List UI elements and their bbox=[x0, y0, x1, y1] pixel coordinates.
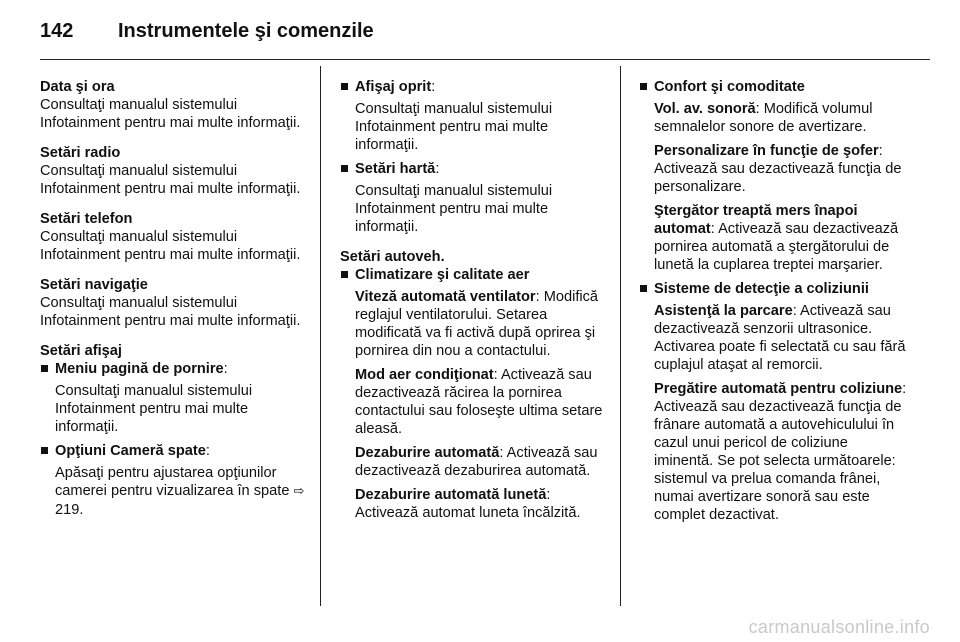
section-navigation-settings bbox=[40, 276, 310, 330]
sub-body: Modifică reglajul ventilatorului. Setarea modificată va fi activă după oprirea şi pornirea din nou a contactului. bbox=[355, 289, 599, 359]
column-divider-2 bbox=[620, 66, 621, 606]
bullet-body: Consultaţi manualul sistemului Infotainment pentru mai multe informaţii. bbox=[355, 101, 553, 153]
section-radio-settings bbox=[40, 144, 310, 198]
sub-paragraph: Pregătire automată pentru coliziune: Activează sau dezactivează funcţia de frânare automată a autovehiculului în cazul unui pericol de coliziune iminentă. Se pot selecta următoarele: sistemul va prelua comanda frânei, numai avertizare sonoră sau este complet dezactivat. bbox=[654, 381, 907, 523]
sub-title: Viteză automată ventilator bbox=[355, 289, 536, 305]
page-number: 142 bbox=[40, 20, 74, 42]
bullet-item: Meniu pagină de pornire: Consultaţi manualul sistemului Infotainment pentru mai multe informaţii. bbox=[40, 360, 310, 436]
bullet-square-icon bbox=[341, 271, 348, 278]
bullet-item bbox=[340, 266, 605, 522]
page-header bbox=[40, 14, 930, 50]
sub-paragraph: Personalizare în funcţie de şofer: Activează sau dezactivează funcţia de personalizare. bbox=[654, 143, 902, 195]
bullet-square-icon bbox=[341, 165, 348, 172]
bullet-square-icon bbox=[41, 447, 48, 454]
bullet-body: Consultaţi manualul sistemului Infotainment pentru mai multe informaţii. bbox=[55, 383, 253, 435]
sub-body: Activează sau dezactivează senzorii ultrasonice. Activarea poate fi selectată cu sau fără cuplajul ataşat al remorcii. bbox=[654, 303, 906, 373]
section-body: Consultaţi manualul sistemului Infotainment pentru mai multe informaţii. bbox=[40, 229, 301, 263]
section-title: Setări autoveh. bbox=[340, 249, 445, 265]
section-title: Data şi ora bbox=[40, 79, 115, 95]
sub-paragraph: Mod aer condiţionat: Activează sau dezactivează răcirea la pornirea contactului sau foloseşte ultima setare aleasă. bbox=[355, 367, 603, 437]
section-title: Setări telefon bbox=[40, 211, 133, 227]
bullet-body bbox=[55, 464, 310, 519]
sub-body: Activează sau dezactivează pornirea automată a ştergătorului de lunetă la cuplarea treptei marşarier. bbox=[654, 221, 899, 273]
bullet-title: Confort şi comoditate bbox=[654, 79, 805, 95]
sub-body: Activează sau dezactivează răcirea la pornirea contactului sau foloseşte ultima setare aleasă. bbox=[355, 367, 603, 437]
bullet-item: Setări hartă: Consultaţi manualul sistemului Infotainment pentru mai multe informaţii. bbox=[340, 160, 605, 236]
bullet-square-icon bbox=[640, 285, 647, 292]
sub-paragraph: Ştergător treaptă mers înapoi automat: Activează sau dezactivează pornirea automată a ştergătorului de lunetă la cuplarea treptei marşarier. bbox=[654, 203, 899, 273]
sub-body: Activează sau dezactivează funcţia de personalizare. bbox=[654, 161, 902, 195]
section-display-settings bbox=[40, 342, 310, 519]
bullet-title: Opţiuni Cameră spate bbox=[55, 443, 206, 459]
bullet-square-icon bbox=[341, 83, 348, 90]
section-body: Consultaţi manualul sistemului Infotainment pentru mai multe informaţii. bbox=[40, 295, 301, 329]
header-divider bbox=[40, 59, 930, 60]
section-body: Consultaţi manualul sistemului Infotainment pentru mai multe informaţii. bbox=[40, 163, 301, 197]
sub-paragraph: Viteză automată ventilator: Modifică reglajul ventilatorului. Setarea modificată va fi activă după oprirea şi pornirea din nou a contactului. bbox=[355, 289, 599, 359]
bullet-title: Sisteme de detecţie a coliziunii bbox=[654, 281, 869, 297]
sub-paragraph: Dezaburire automată lunetă: Activează automat luneta încălzită. bbox=[355, 487, 581, 521]
bullet-square-icon bbox=[41, 365, 48, 372]
sub-paragraph: Vol. av. sonoră: Modifică volumul semnalelor sonore de avertizare. bbox=[654, 101, 873, 135]
sub-title: Asistenţă la parcare bbox=[654, 303, 793, 319]
bullet-title: Climatizare şi calitate aer bbox=[355, 267, 530, 283]
sub-body: Activează sau dezactivează funcţia de frânare automată a autovehiculului în cazul unui pericol de coliziune iminentă. Se pot selecta următoarele: sistemul va prelua comanda frânei, numai avertizare sonoră sau este complet dezactivat. bbox=[654, 399, 902, 523]
bullet-title: Meniu pagină de pornire bbox=[55, 361, 224, 377]
sub-title: Ştergător treaptă mers înapoi automat bbox=[654, 203, 858, 237]
bullet-item: Opţiuni Cameră spate: Apăsaţi pentru ajustarea opţiunilor camerei pentru vizualizarea în spate ⇨ 219. bbox=[40, 442, 310, 519]
section-date-time bbox=[40, 78, 310, 132]
sub-body: Activează automat luneta încălzită. bbox=[355, 505, 581, 521]
page-title: Instrumentele şi comenzile bbox=[118, 20, 374, 42]
bullet-body-text: Apăsaţi pentru ajustarea opţiunilor camerei pentru vizualizarea în spate bbox=[55, 465, 290, 499]
bullet-title: Afişaj oprit bbox=[355, 79, 432, 95]
bullet-square-icon bbox=[640, 83, 647, 90]
sub-title: Dezaburire automată bbox=[355, 445, 500, 461]
column-2 bbox=[340, 78, 605, 534]
sub-title: Pregătire automată pentru coliziune bbox=[654, 381, 903, 397]
section-title: Setări afişaj bbox=[40, 343, 122, 359]
bullet-body: Consultaţi manualul sistemului Infotainment pentru mai multe informaţii. bbox=[355, 183, 553, 235]
sub-body: Activează sau dezactivează dezaburirea automată. bbox=[355, 445, 598, 479]
section-title: Setări radio bbox=[40, 145, 121, 161]
sub-body: Modifică volumul semnalelor sonore de avertizare. bbox=[654, 101, 873, 135]
section-body: Consultaţi manualul sistemului Infotainment pentru mai multe informaţii. bbox=[40, 97, 301, 131]
column-3 bbox=[639, 78, 907, 530]
bullet-item: Afişaj oprit: Consultaţi manualul sistemului Infotainment pentru mai multe informaţii. bbox=[340, 78, 605, 154]
sub-title: Mod aer condiţionat bbox=[355, 367, 494, 383]
sub-paragraph: Dezaburire automată: Activează sau dezactivează dezaburirea automată. bbox=[355, 445, 598, 479]
column-divider-1 bbox=[320, 66, 321, 606]
section-phone-settings bbox=[40, 210, 310, 264]
bullet-item bbox=[639, 280, 907, 524]
sub-paragraph: Asistenţă la parcare: Activează sau dezactivează senzorii ultrasonice. Activarea poate fi selectată cu sau fără cuplajul ataşat al remorcii. bbox=[654, 303, 906, 373]
page-reference-arrow-icon: ⇨ bbox=[293, 484, 305, 499]
sub-title: Dezaburire automată lunetă bbox=[355, 487, 547, 503]
bullet-item bbox=[639, 78, 907, 274]
bullet-title: Setări hartă bbox=[355, 161, 436, 177]
page-reference[interactable]: 219. bbox=[55, 502, 84, 518]
watermark: carmanualsonline.info bbox=[748, 617, 930, 637]
section-title: Setări navigaţie bbox=[40, 277, 148, 293]
sub-title: Vol. av. sonoră bbox=[654, 101, 756, 117]
section-vehicle-settings bbox=[340, 248, 605, 522]
sub-title: Personalizare în funcţie de şofer bbox=[654, 143, 879, 159]
column-1 bbox=[40, 78, 310, 525]
